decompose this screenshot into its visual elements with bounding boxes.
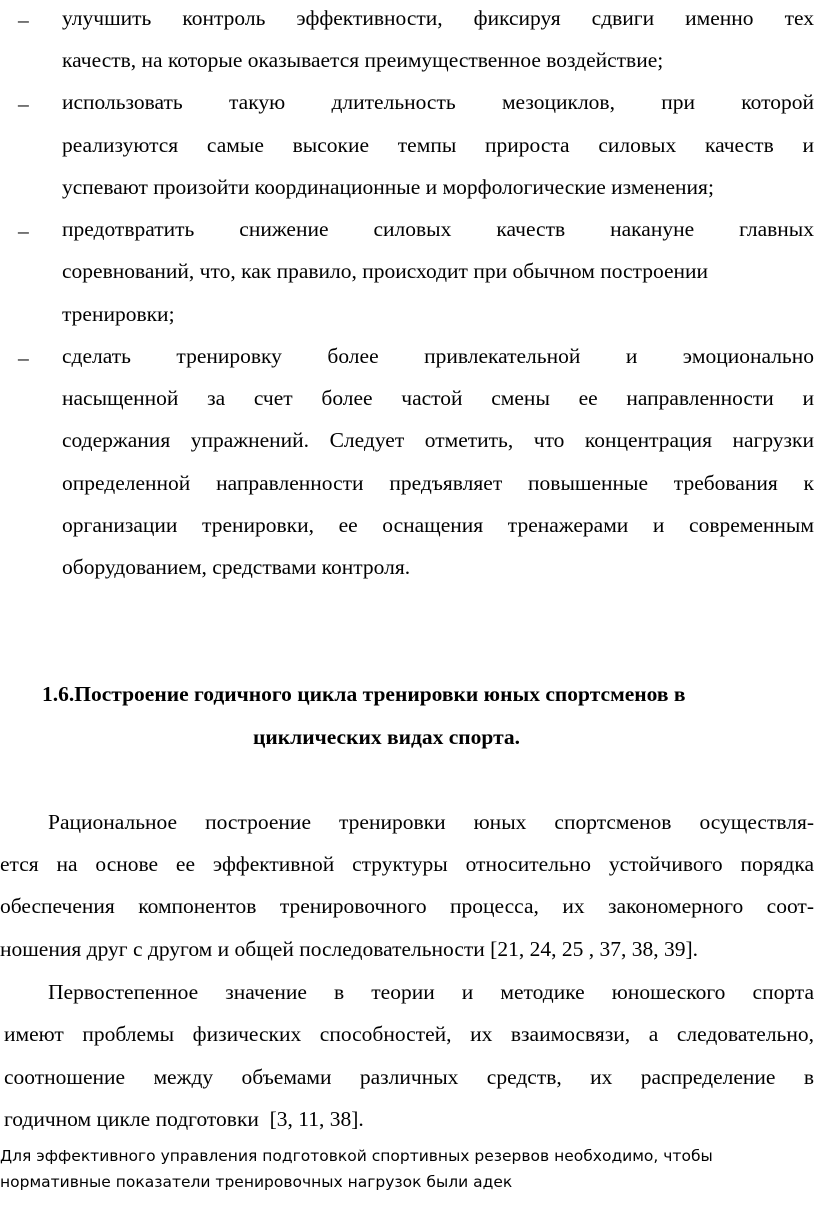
list-item-line: насыщенной за счет более частой смены ее направленности и (62, 386, 814, 410)
list-item-line: улучшить контроль эффективности, фиксируя сдвиги именно тех (62, 6, 814, 30)
paragraph-line: обеспечения компонентов тренировочного процесса, их закономерного соот- (0, 894, 814, 918)
list-item-line: качеств, на которые оказывается преимущественное воздействие; (62, 48, 664, 72)
paragraph-line: имеют проблемы физических способностей, их взаимосвязи, а следовательно, (4, 1022, 814, 1046)
list-item-line: реализуются самые высокие темпы прироста силовых качеств и (62, 133, 814, 157)
paragraph-line: Первостепенное значение в теории и методике юношеского спорта (48, 980, 814, 1004)
section-heading-line: 1.6.Построение годичного цикла тренировки юных спортсменов в (42, 682, 686, 706)
paragraph-line: годичном цикле подготовки [3, 11, 38]. (4, 1107, 364, 1131)
list-dash: – (18, 219, 29, 243)
list-item-line: содержания упражнений. Следует отметить, что концентрация нагрузки (62, 428, 814, 452)
list-item-line: организации тренировки, ее оснащения тренажерами и современным (62, 513, 814, 537)
list-item-line: предотвратить снижение силовых качеств накануне главных (62, 217, 814, 241)
list-item-line: тренировки; (62, 302, 175, 326)
list-dash: – (18, 346, 29, 370)
list-dash: – (18, 92, 29, 116)
list-item-line: успевают произойти координационные и морфологические изменения; (62, 175, 714, 199)
paragraph-line: ношения друг с другом и общей последовательности [21, 24, 25 , 37, 38, 39]. (0, 937, 698, 961)
paragraph-line: соотношение между объемами различных средств, их распределение в (4, 1065, 814, 1089)
footer-text-line: нормативные показатели тренировочных нагрузок были адек (0, 1173, 513, 1191)
list-item-line: оборудованием, средствами контроля. (62, 555, 411, 579)
list-item-line: использовать такую длительность мезоциклов, при которой (62, 90, 814, 114)
paragraph-line: ется на основе ее эффективной структуры относительно устойчивого порядка (0, 852, 814, 876)
section-heading-line: циклических видах спорта. (253, 725, 521, 749)
list-dash: – (18, 8, 29, 32)
footer-text-line: Для эффективного управления подготовкой спортивных резервов необходимо, чтобы (0, 1147, 713, 1165)
list-item-line: сделать тренировку более привлекательной и эмоционально (62, 344, 814, 368)
list-item-line: определенной направленности предъявляет повышенные требования к (62, 471, 814, 495)
paragraph-line: Рациональное построение тренировки юных спортсменов осуществля- (48, 810, 814, 834)
list-item-line: соревнований, что, как правило, происходит при обычном построении (62, 259, 709, 283)
